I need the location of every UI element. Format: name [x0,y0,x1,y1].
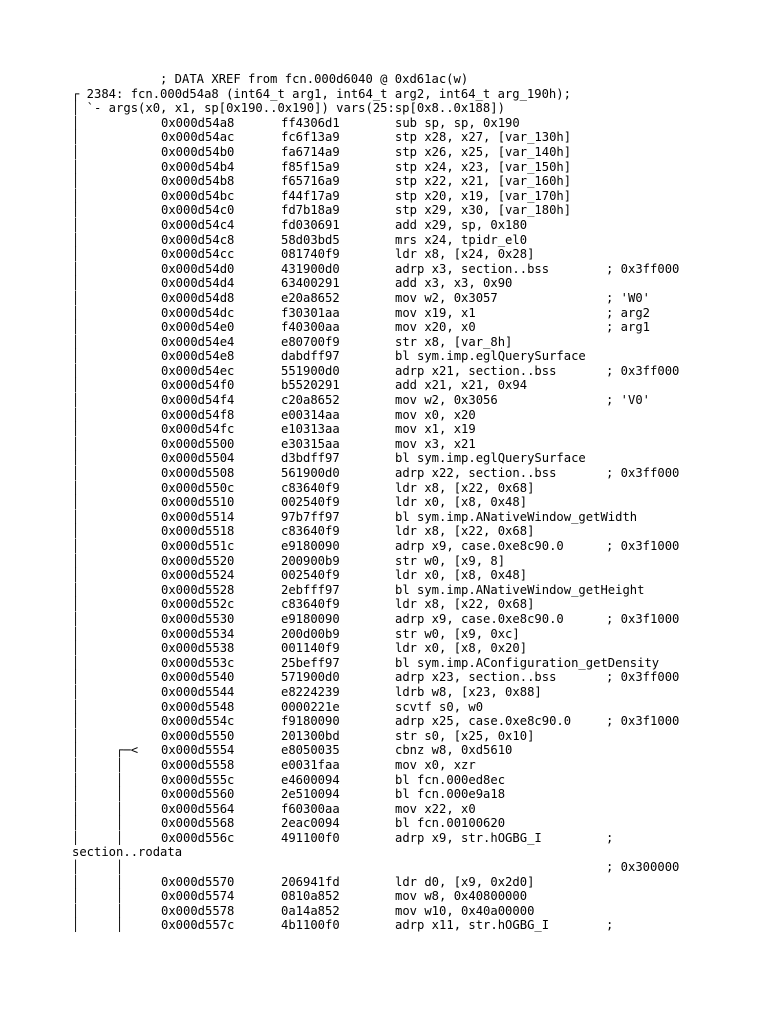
instruction-address[interactable]: 0x000d5574 [161,889,235,904]
instruction-comment: ; 0x3ff000 [606,670,680,685]
branch-gutter: │ ┌─< [72,743,139,758]
instruction-row[interactable] [0,568,768,583]
branch-gutter: │ [72,349,80,364]
instruction-bytes: e9180090 [281,611,340,626]
instruction-block-a [0,116,768,846]
instruction-row[interactable] [0,262,768,277]
instruction-bytes: e8050035 [281,743,340,758]
instruction-bytes: e20a8652 [281,290,340,305]
instruction-address[interactable]: 0x000d5548 [161,699,235,714]
branch-gutter: │ [72,393,80,408]
instruction-row[interactable] [0,349,768,364]
instruction-row[interactable] [0,758,768,773]
instruction-address[interactable]: 0x000d54c0 [161,203,235,218]
instruction-row[interactable] [0,612,768,627]
instruction-row[interactable] [0,670,768,685]
instruction-row[interactable] [0,306,768,321]
branch-gutter: │ [72,466,80,481]
instruction-row[interactable] [0,218,768,233]
branch-gutter: │ [72,495,80,510]
instruction-row[interactable] [0,714,768,729]
branch-gutter: │ [72,699,80,714]
instruction-row[interactable] [0,276,768,291]
instruction-text[interactable]: mov x1, x19 [395,422,476,437]
instruction-row[interactable] [0,291,768,306]
instruction-comment: ; 0x3ff000 [606,261,680,276]
instruction-address[interactable]: 0x000d54ec [161,363,235,378]
branch-gutter: │ [72,115,80,130]
instruction-bytes: 58d03bd5 [281,232,340,247]
branch-gutter: │ [72,582,80,597]
instruction-row[interactable] [0,583,768,598]
instruction-row[interactable] [0,364,768,379]
instruction-address[interactable]: 0x000d54f0 [161,378,235,393]
instruction-bytes: 200900b9 [281,553,340,568]
instruction-text[interactable]: bl fcn.000ed8ec [395,772,506,787]
branch-gutter: │ [72,363,80,378]
instruction-row[interactable] [0,787,768,802]
instruction-bytes: f65716a9 [281,174,340,189]
instruction-address[interactable]: 0x000d5560 [161,787,235,802]
xref-line [0,72,768,87]
instruction-row[interactable] [0,160,768,175]
instruction-row[interactable] [0,773,768,788]
instruction-text[interactable]: adrp x23, section..bss [395,670,557,685]
instruction-address[interactable]: 0x000d5510 [161,495,235,510]
branch-gutter: │ [72,436,80,451]
branch-gutter: │ [72,130,80,145]
instruction-bytes: fd030691 [281,217,340,232]
instruction-row[interactable] [0,189,768,204]
wrapped-section-text: section..rodata [72,845,183,860]
instruction-row[interactable] [0,918,768,933]
instruction-text[interactable]: adrp x22, section..bss [395,466,557,481]
instruction-row[interactable] [0,875,768,890]
instruction-bytes: c83640f9 [281,524,340,539]
branch-gutter: │ │ [72,816,124,831]
instruction-address[interactable]: 0x000d54c8 [161,232,235,247]
instruction-address[interactable]: 0x000d54e4 [161,334,235,349]
instruction-text[interactable]: str w0, [x9, 0xc] [395,626,520,641]
instruction-address[interactable]: 0x000d5544 [161,684,235,699]
branch-gutter: │ [72,276,80,291]
instruction-row[interactable] [0,145,768,160]
xref-comment: ; DATA XREF from fcn.000d6040 @ 0xd61ac(w) [160,72,469,86]
instruction-address[interactable]: 0x000d54c4 [161,217,235,232]
branch-gutter: │ [72,553,80,568]
instruction-text[interactable]: ldr d0, [x9, 0x2d0] [395,874,535,889]
instruction-address[interactable]: 0x000d5568 [161,816,235,831]
instruction-row[interactable] [0,393,768,408]
instruction-text[interactable]: ldr x8, [x22, 0x68] [395,524,535,539]
instruction-row[interactable] [0,422,768,437]
instruction-row[interactable] [0,904,768,919]
instruction-text[interactable]: stp x26, x25, [var_140h] [395,144,572,159]
instruction-bytes: 2ebfff97 [281,582,340,597]
instruction-address[interactable]: 0x000d557c [161,918,235,933]
instruction-address[interactable]: 0x000d5554 [161,743,235,758]
instruction-bytes: 002540f9 [281,495,340,510]
instruction-bytes: ff4306d1 [281,115,340,130]
instruction-address[interactable]: 0x000d5550 [161,728,235,743]
instruction-text[interactable]: mov w8, 0x40800000 [395,889,528,904]
branch-gutter: │ [72,568,80,583]
instruction-text[interactable]: adrp x21, section..bss [395,363,557,378]
instruction-text[interactable]: bl sym.imp.eglQuerySurface [395,451,586,466]
instruction-text[interactable]: mrs x24, tpidr_el0 [395,232,528,247]
instruction-row[interactable] [0,700,768,715]
instruction-address[interactable]: 0x000d54a8 [161,115,235,130]
branch-gutter: │ [72,670,80,685]
instruction-text[interactable]: mov w2, 0x3056 [395,393,498,408]
instruction-row[interactable] [0,597,768,612]
instruction-row[interactable] [0,685,768,700]
instruction-bytes: 4b1100f0 [281,918,340,933]
instruction-row[interactable] [0,378,768,393]
instruction-bytes: 551900d0 [281,363,340,378]
instruction-row[interactable] [0,816,768,831]
branch-gutter: │ [72,159,80,174]
instruction-bytes: e00314aa [281,407,340,422]
instruction-comment: ; 'W0' [606,290,651,305]
branch-gutter: │ │ [72,787,124,802]
instruction-address[interactable]: 0x000d54bc [161,188,235,203]
instruction-text[interactable]: ldr x0, [x8, 0x20] [395,641,528,656]
disassembly-listing [0,72,768,933]
branch-gutter: │ │ [72,874,124,889]
instruction-text[interactable]: ldrb w8, [x23, 0x88] [395,684,542,699]
instruction-comment: ; 0x3ff000 [606,363,680,378]
branch-gutter: │ [72,524,80,539]
branch-gutter: │ [72,611,80,626]
branch-gutter: │ [72,261,80,276]
instruction-bytes: e80700f9 [281,334,340,349]
instruction-row[interactable] [0,203,768,218]
instruction-text[interactable]: scvtf s0, w0 [395,699,484,714]
instruction-bytes: e30315aa [281,436,340,451]
instruction-bytes: e10313aa [281,422,340,437]
instruction-text[interactable]: stp x29, x30, [var_180h] [395,203,572,218]
branch-gutter: │ [72,334,80,349]
instruction-text[interactable]: adrp x9, case.0xe8c90.0 [395,539,564,553]
instruction-bytes: b5520291 [281,378,340,393]
instruction-address[interactable]: 0x000d5558 [161,757,235,772]
branch-gutter: │ [72,714,80,729]
function-args-line [0,101,768,116]
instruction-text[interactable]: cbnz w8, 0xd5610 [395,743,513,758]
instruction-bytes: fa6714a9 [281,144,340,159]
instruction-address[interactable]: 0x000d5564 [161,801,235,816]
instruction-bytes: f40300aa [281,320,340,335]
instruction-text[interactable]: ldr x8, [x24, 0x28] [395,247,535,262]
instruction-bytes: 561900d0 [281,466,340,481]
instruction-text[interactable]: mov x3, x21 [395,436,476,451]
instruction-row[interactable] [0,554,768,569]
instruction-bytes: f85f15a9 [281,159,340,174]
instruction-address[interactable]: 0x000d54d0 [161,261,235,276]
instruction-bytes: e8224239 [281,684,340,699]
instruction-text[interactable]: mov x22, x0 [395,801,476,816]
instruction-text[interactable]: str w0, [x9, 8] [395,553,506,568]
instruction-address[interactable]: 0x000d5500 [161,436,235,451]
instruction-address[interactable]: 0x000d54d4 [161,276,235,291]
instruction-address[interactable]: 0x000d5538 [161,641,235,656]
instruction-text[interactable]: bl fcn.00100620 [395,816,506,831]
instruction-text[interactable]: mov x0, x20 [395,407,476,422]
branch-gutter: │ │ [72,860,124,875]
instruction-bytes: f9180090 [281,714,340,729]
branch-gutter: │ │ [72,830,124,845]
instruction-comment: ; [606,830,614,845]
branch-gutter: │ [72,217,80,232]
instruction-bytes: 200d00b9 [281,626,340,641]
instruction-row[interactable] [0,641,768,656]
instruction-row[interactable] [0,495,768,510]
instruction-bytes: 2e510094 [281,787,340,802]
branch-gutter: │ [72,626,80,641]
instruction-address[interactable]: 0x000d556c [161,830,235,845]
instruction-bytes: 201300bd [281,728,340,743]
instruction-bytes: fd7b18a9 [281,203,340,218]
branch-gutter: │ │ [72,918,124,933]
branch-gutter: │ [72,684,80,699]
instruction-bytes: 081740f9 [281,247,340,262]
instruction-bytes: f44f17a9 [281,188,340,203]
branch-gutter: │ [72,422,80,437]
instruction-text[interactable]: str s0, [x25, 0x10] [395,728,535,743]
instruction-bytes: 491100f0 [281,830,340,845]
instruction-address[interactable]: 0x000d552c [161,597,235,612]
instruction-comment: ; arg1 [606,320,651,335]
instruction-address[interactable]: 0x000d5530 [161,611,235,626]
branch-gutter: │ [72,655,80,670]
instruction-address[interactable]: 0x000d54d8 [161,290,235,305]
instruction-address[interactable]: 0x000d5508 [161,466,235,481]
instruction-address[interactable]: 0x000d54b0 [161,144,235,159]
instruction-address[interactable]: 0x000d54ac [161,130,235,145]
branch-gutter: │ [72,597,80,612]
instruction-bytes: f60300aa [281,801,340,816]
instruction-text[interactable]: ldr x8, [x22, 0x68] [395,597,535,612]
instruction-address[interactable]: 0x000d54dc [161,305,235,320]
instruction-bytes: e0031faa [281,757,340,772]
branch-gutter: │ [72,728,80,743]
instruction-comment: ; 0x3f1000 [606,539,680,553]
instruction-text[interactable]: adrp x25, case.0xe8c90.0 [395,714,572,729]
instruction-row[interactable] [0,437,768,452]
instruction-address[interactable]: 0x000d54b4 [161,159,235,174]
instruction-row[interactable] [0,116,768,131]
instruction-address[interactable]: 0x000d54e0 [161,320,235,335]
instruction-comment: ; 0x3ff000 [606,466,680,481]
instruction-address[interactable]: 0x000d5540 [161,670,235,685]
instruction-bytes: c20a8652 [281,393,340,408]
instruction-row[interactable] [0,130,768,145]
instruction-text[interactable]: adrp x3, section..bss [395,261,550,276]
instruction-bytes: d3bdff97 [281,451,340,466]
instruction-bytes: 001140f9 [281,641,340,656]
instruction-address[interactable]: 0x000d5504 [161,451,235,466]
branch-gutter: │ [72,188,80,203]
instruction-bytes: 571900d0 [281,670,340,685]
instruction-row[interactable] [0,802,768,817]
branch-gutter: │ [72,539,80,553]
instruction-address[interactable]: 0x000d553c [161,655,235,670]
branch-gutter: │ [72,247,80,262]
instruction-bytes: e4600094 [281,772,340,787]
instruction-address[interactable]: 0x000d5518 [161,524,235,539]
instruction-text[interactable]: mov x19, x1 [395,305,476,320]
instruction-row[interactable] [0,656,768,671]
instruction-address[interactable]: 0x000d554c [161,714,235,729]
instruction-text[interactable]: bl sym.imp.AConfiguration_getDensity [395,655,660,670]
instruction-text[interactable]: adrp x9, str.hOGBG_I [395,830,542,845]
instruction-address[interactable]: 0x000d54f4 [161,393,235,408]
instruction-address[interactable]: 0x000d551c [161,539,235,553]
instruction-comment: ; 0x3f1000 [606,714,680,729]
instruction-bytes: 0a14a852 [281,903,340,918]
branch-gutter: │ [72,480,80,495]
instruction-bytes: 97b7ff97 [281,509,340,524]
branch-gutter: │ [72,144,80,159]
instruction-address[interactable]: 0x000d5570 [161,874,235,889]
instruction-bytes: 25beff97 [281,655,340,670]
instruction-address[interactable]: 0x000d5534 [161,626,235,641]
instruction-text[interactable]: stp x28, x27, [var_130h] [395,130,572,145]
instruction-row[interactable] [0,408,768,423]
instruction-address[interactable]: 0x000d5524 [161,568,235,583]
continuation-comment: ; 0x300000 [606,860,680,875]
instruction-bytes: 0000221e [281,699,340,714]
branch-gutter: │ │ [72,801,124,816]
instruction-text[interactable]: adrp x11, str.hOGBG_I [395,918,550,933]
function-args-vars: │ `- args(x0, x1, sp[0x190..0x190]) vars(25:sp[0x8..0x188]) [72,101,505,116]
instruction-text[interactable]: mov w2, 0x3057 [395,290,498,305]
branch-gutter: │ │ [72,903,124,918]
instruction-comment: ; [606,918,614,933]
instruction-row[interactable] [0,510,768,525]
branch-gutter: │ [72,641,80,656]
instruction-text[interactable]: bl sym.imp.ANativeWindow_getHeight [395,582,645,597]
instruction-bytes: 431900d0 [281,261,340,276]
instruction-row[interactable] [0,335,768,350]
instruction-text[interactable]: ldr x0, [x8, 0x48] [395,568,528,583]
branch-gutter: │ [72,509,80,524]
instruction-text[interactable]: bl sym.imp.ANativeWindow_getWidth [395,509,638,524]
instruction-text[interactable]: stp x22, x21, [var_160h] [395,174,572,189]
instruction-address[interactable]: 0x000d54cc [161,247,235,262]
instruction-text[interactable]: stp x20, x19, [var_170h] [395,188,572,203]
instruction-bytes: fc6f13a9 [281,130,340,145]
instruction-text[interactable]: str x8, [var_8h] [395,334,513,349]
instruction-address[interactable]: 0x000d555c [161,772,235,787]
branch-gutter: │ [72,320,80,335]
instruction-row[interactable] [0,233,768,248]
branch-gutter: │ [72,407,80,422]
branch-gutter: │ [72,305,80,320]
branch-gutter: │ [72,451,80,466]
instruction-row[interactable] [0,524,768,539]
instruction-bytes: 002540f9 [281,568,340,583]
instruction-row[interactable] [0,320,768,335]
instruction-address[interactable]: 0x000d5578 [161,903,235,918]
instruction-row[interactable] [0,451,768,466]
instruction-address[interactable]: 0x000d5514 [161,509,235,524]
instruction-address[interactable]: 0x000d54b8 [161,174,235,189]
instruction-row[interactable] [0,174,768,189]
instruction-bytes: c83640f9 [281,480,340,495]
instruction-row[interactable] [0,539,768,554]
function-signature[interactable]: ┌ 2384: fcn.000d54a8 (int64_t arg1, int64_t arg2, int64_t arg_190h); [72,86,571,101]
branch-gutter: │ [72,290,80,305]
instruction-bytes: 0810a852 [281,889,340,904]
instruction-bytes: 63400291 [281,276,340,291]
instruction-address[interactable]: 0x000d5528 [161,582,235,597]
instruction-address[interactable]: 0x000d54e8 [161,349,235,364]
instruction-comment: ; 0x3f1000 [606,611,680,626]
branch-gutter: │ [72,203,80,218]
instruction-bytes: 2eac0094 [281,816,340,831]
instruction-block-b [0,875,768,933]
instruction-text[interactable]: ldr x8, [x22, 0x68] [395,480,535,495]
instruction-address[interactable]: 0x000d54f8 [161,407,235,422]
instruction-text[interactable]: bl fcn.000e9a18 [395,787,506,802]
instruction-bytes: dabdff97 [281,349,340,364]
instruction-text[interactable]: stp x24, x23, [var_150h] [395,159,572,174]
branch-gutter: │ [72,378,80,393]
instruction-comment: ; arg2 [606,305,651,320]
instruction-row[interactable] [0,481,768,496]
instruction-text[interactable]: bl sym.imp.eglQuerySurface [395,349,586,364]
instruction-address[interactable]: 0x000d5520 [161,553,235,568]
instruction-text[interactable]: mov w10, 0x40a00000 [395,903,535,918]
branch-gutter: │ │ [72,757,124,772]
branch-gutter: │ │ [72,889,124,904]
branch-gutter: │ [72,174,80,189]
function-header-line [0,87,768,102]
instruction-text[interactable]: mov x20, x0 [395,320,476,335]
instruction-text[interactable]: ldr x0, [x8, 0x48] [395,495,528,510]
instruction-text[interactable]: add x21, x21, 0x94 [395,378,528,393]
instruction-row[interactable] [0,889,768,904]
instruction-text[interactable]: sub sp, sp, 0x190 [395,115,520,130]
instruction-comment: ; 'V0' [606,393,651,408]
branch-gutter: │ [72,232,80,247]
instruction-text[interactable]: adrp x9, case.0xe8c90.0 [395,611,564,626]
instruction-bytes: e9180090 [281,539,340,553]
instruction-text[interactable]: add x3, x3, 0x90 [395,276,513,291]
instruction-row[interactable] [0,743,768,758]
instruction-row[interactable] [0,831,768,846]
instruction-row[interactable] [0,627,768,642]
instruction-row[interactable] [0,466,768,481]
continuation-comment-line [0,860,768,875]
instruction-bytes: 206941fd [281,874,340,889]
instruction-bytes: f30301aa [281,305,340,320]
instruction-text[interactable]: add x29, sp, 0x180 [395,217,528,232]
instruction-address[interactable]: 0x000d550c [161,480,235,495]
instruction-address[interactable]: 0x000d54fc [161,422,235,437]
instruction-bytes: c83640f9 [281,597,340,612]
instruction-text[interactable]: mov x0, xzr [395,757,476,772]
instruction-row[interactable] [0,247,768,262]
branch-gutter: │ │ [72,772,124,787]
wrapped-comment-line [0,845,768,860]
instruction-row[interactable] [0,729,768,744]
